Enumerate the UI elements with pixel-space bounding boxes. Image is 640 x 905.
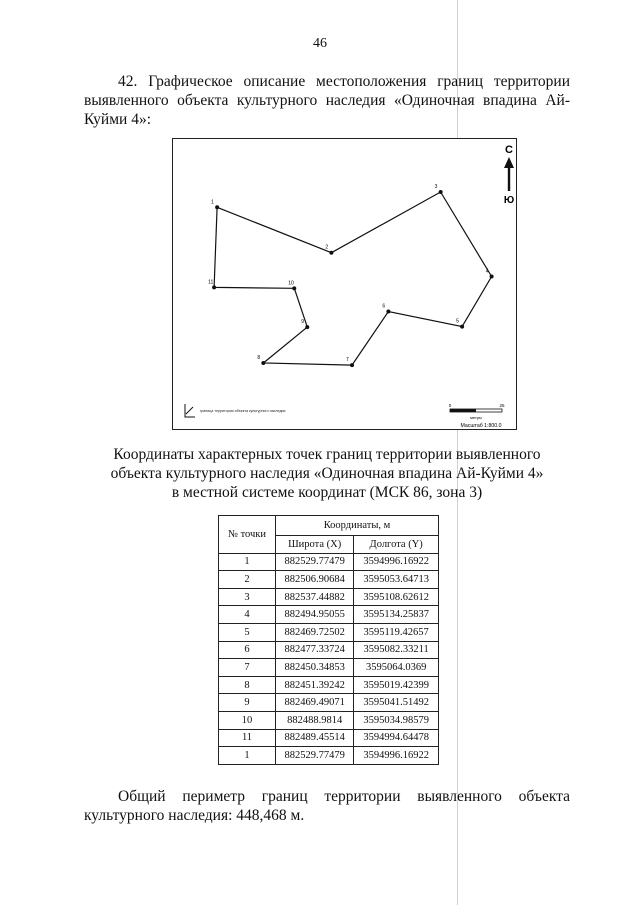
boundary-point-label: 7 xyxy=(346,357,349,364)
table-row xyxy=(219,694,439,712)
table-row xyxy=(219,553,439,571)
latitude-cell: 882506.90684 xyxy=(276,571,354,589)
point-number-cell: 4 xyxy=(219,606,276,624)
legend xyxy=(185,404,286,417)
latitude-cell: 882488.9814 xyxy=(276,711,354,729)
boundary-polygon xyxy=(214,192,492,365)
legend-text: граница территории объекта культурного наследия xyxy=(200,409,286,413)
table-row xyxy=(219,729,439,747)
scale-end-label: 25 xyxy=(499,403,505,408)
latitude-cell: 882529.77479 xyxy=(276,553,354,571)
boundary-point-2 xyxy=(329,251,333,255)
boundary-point-label: 10 xyxy=(288,280,294,287)
boundary-point-label: 3 xyxy=(434,184,438,191)
longitude-cell: 3594994.64478 xyxy=(354,729,439,747)
boundary-point-6 xyxy=(386,309,390,313)
table-row xyxy=(219,747,439,765)
longitude-cell: 3594996.16922 xyxy=(354,553,439,571)
latitude-cell: 882469.72502 xyxy=(276,623,354,641)
point-number-cell: 10 xyxy=(219,711,276,729)
latitude-cell: 882451.39242 xyxy=(276,676,354,694)
latitude-cell: 882469.49071 xyxy=(276,694,354,712)
longitude-cell: 3595034.98579 xyxy=(354,711,439,729)
boundary-point-label: 6 xyxy=(382,303,386,310)
table-row xyxy=(219,623,439,641)
point-number-cell: 3 xyxy=(219,588,276,606)
latitude-cell: 882489.45514 xyxy=(276,729,354,747)
point-number-cell: 8 xyxy=(219,676,276,694)
coordinates-table-body xyxy=(219,553,439,764)
coordinates-title-line2: объекта культурного наследия «Одиночная впадина Ай-Куйми 4» xyxy=(110,465,544,482)
page-number: 46 xyxy=(313,36,327,51)
latitude-cell: 882477.33724 xyxy=(276,641,354,659)
point-number-cell: 1 xyxy=(219,747,276,765)
longitude-cell: 3595119.42657 xyxy=(354,623,439,641)
scale-text: Масштаб 1:800.0 xyxy=(460,423,502,429)
boundary-point-8 xyxy=(261,361,265,365)
latitude-cell: 882450.34853 xyxy=(276,659,354,677)
boundary-point-label: 8 xyxy=(257,355,261,362)
table-row xyxy=(219,711,439,729)
boundary-point-label: 1 xyxy=(211,199,214,206)
north-arrow-icon xyxy=(504,144,514,206)
longitude-cell: 3595108.62612 xyxy=(354,588,439,606)
boundary-point-5 xyxy=(460,325,464,329)
header-latitude: Широта (X) xyxy=(276,536,354,554)
latitude-cell: 882494.95055 xyxy=(276,606,354,624)
boundary-scheme xyxy=(172,138,517,430)
header-longitude: Долгота (Y) xyxy=(354,536,439,554)
boundary-point-3 xyxy=(439,190,443,194)
latitude-cell: 882529.77479 xyxy=(276,747,354,765)
point-number-cell: 2 xyxy=(219,571,276,589)
point-number-cell: 7 xyxy=(219,659,276,677)
coordinates-table xyxy=(218,515,439,765)
longitude-cell: 3595053.64713 xyxy=(354,571,439,589)
latitude-cell: 882537.44882 xyxy=(276,588,354,606)
point-number-cell: 6 xyxy=(219,641,276,659)
compass-north-label: С xyxy=(505,144,513,156)
boundary-point-label: 9 xyxy=(301,319,305,326)
scale-start-label: 0 xyxy=(448,403,452,408)
header-coordinates: Координаты, м xyxy=(276,516,439,536)
coordinates-title-line3: в местной системе координат (МСК 86, зона 3) xyxy=(171,484,483,501)
perimeter-text: Общий периметр границ территории выявленного объекта культурного наследия: 448,468 м. xyxy=(84,788,570,824)
point-number-cell: 5 xyxy=(219,623,276,641)
coordinates-title-line1: Координаты характерных точек границ территории выявленного xyxy=(113,446,541,463)
scale-unit-label: метры xyxy=(470,415,482,420)
compass-south-label: Ю xyxy=(503,195,515,206)
boundary-point-label: 5 xyxy=(456,318,459,325)
boundary-point-10 xyxy=(292,286,296,290)
table-row xyxy=(219,676,439,694)
scale-bar xyxy=(449,403,505,429)
longitude-cell: 3595064.0369 xyxy=(354,659,439,677)
table-row xyxy=(219,641,439,659)
boundary-point-label: 11 xyxy=(208,279,214,286)
table-row xyxy=(219,588,439,606)
boundary-point-label: 2 xyxy=(325,244,329,251)
longitude-cell: 3595041.51492 xyxy=(354,694,439,712)
longitude-cell: 3595019.42399 xyxy=(354,676,439,694)
boundary-point-7 xyxy=(350,363,354,367)
boundary-point-1 xyxy=(215,205,219,209)
coordinates-title xyxy=(84,445,570,502)
boundary-points-layer xyxy=(208,184,493,367)
longitude-cell: 3594996.16922 xyxy=(354,747,439,765)
longitude-cell: 3595082.33211 xyxy=(354,641,439,659)
section-heading: 42. Графическое описание местоположения границ территории выявленного объекта культурного наследия «Одиночная впадина Ай-Куйми 4»: xyxy=(84,73,570,128)
boundary-point-11 xyxy=(212,285,216,289)
longitude-cell: 3595134.25837 xyxy=(354,606,439,624)
boundary-point-label: 4 xyxy=(485,268,489,275)
boundary-point-4 xyxy=(490,274,494,278)
point-number-cell: 9 xyxy=(219,694,276,712)
header-point-number: № точки xyxy=(219,516,276,554)
boundary-scheme-svg xyxy=(173,139,518,431)
table-row xyxy=(219,606,439,624)
point-number-cell: 11 xyxy=(219,729,276,747)
table-row xyxy=(219,571,439,589)
point-number-cell: 1 xyxy=(219,553,276,571)
table-row xyxy=(219,659,439,677)
boundary-point-9 xyxy=(305,325,309,329)
boundary-polygon-layer xyxy=(214,192,492,365)
